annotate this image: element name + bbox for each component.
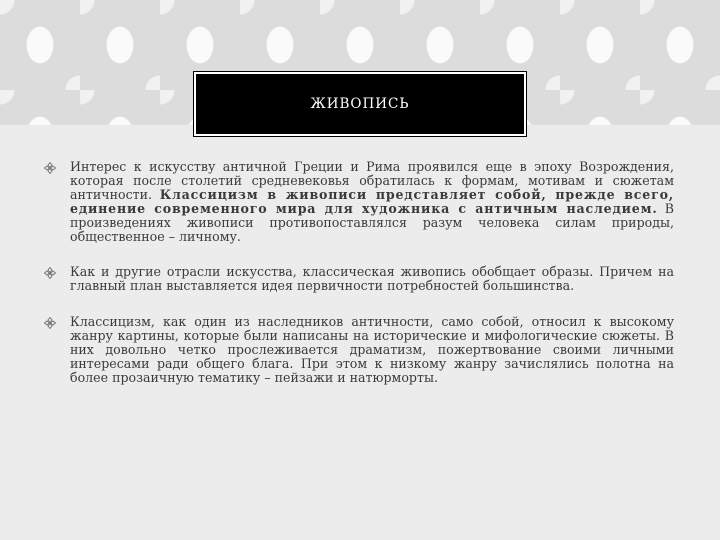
bullet-1-text-bold: Классицизм в живописи представляет собой, прежде всего, единение современного мира для художника с античным наследием. [70,186,674,216]
bullet-1-text-before: Интерес к искусству античной Греции и Рима проявился еще в эпоху Возрождения, которая после столетий средневековья обратилась к формам, мотивам и сюжетам античности. [70,159,674,202]
bullet-item-2 [44,265,674,293]
title-box [194,72,526,136]
bullet-text-2: Как и другие отрасли искусства, классическая живопись обобщает образы. Причем на главный план выставляется идея первичности потребностей большинства. [70,264,674,294]
bullet-item-1 [44,160,674,243]
slide-title: ЖИВОПИСЬ [310,96,410,112]
bullet-text-1 [70,160,674,243]
diamond-bullet-icon [44,317,56,329]
bullet-list [44,160,674,407]
diamond-bullet-icon [44,162,56,174]
bullet-1-text-after: В произведениях живописи противопоставлялся разум человека силам природы, общественное – личному. [70,200,674,244]
diamond-bullet-icon [44,267,56,279]
bullet-item-3 [44,315,674,385]
bullet-text-3: Классицизм, как один из наследников античности, само собой, относил к высокому жанру картины, которые были написаны на исторические и мифологические сюжеты. В них довольно четко прослеживается драматизм, пожертвование своими личными интересами ради общего блага. При этом к низкому жанру зачислялись полотна на более прозаичную тематику – пейзажи и натюрморты. [70,314,674,385]
